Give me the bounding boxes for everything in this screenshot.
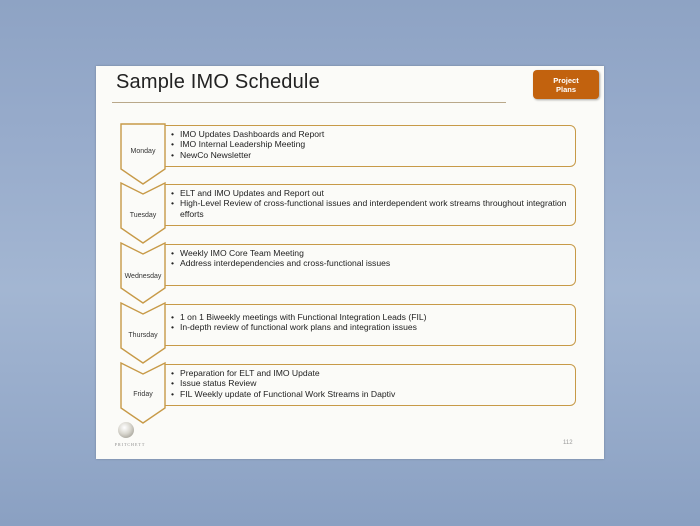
schedule-list — [96, 66, 604, 459]
day-label-wednesday: Wednesday — [124, 273, 162, 280]
schedule-item: • ELT and IMO Updates and Report out — [171, 188, 569, 198]
schedule-item: • Weekly IMO Core Team Meeting — [171, 248, 569, 258]
schedule-item: • High-Level Review of cross-functional issues and interdependent work streams throughout integration efforts — [171, 198, 569, 219]
day-label-tuesday: Tuesday — [129, 212, 157, 219]
schedule-row-monday — [160, 125, 576, 167]
schedule-item: • NewCo Newsletter — [171, 150, 569, 160]
day-label-monday: Monday — [130, 148, 156, 155]
schedule-item: • Address interdependencies and cross-functional issues — [171, 258, 569, 268]
day-label-thursday: Thursday — [128, 332, 158, 339]
project-plans-label: Project Plans — [553, 75, 579, 94]
schedule-item: • IMO Internal Leadership Meeting — [171, 139, 569, 149]
schedule-item: • IMO Updates Dashboards and Report — [171, 129, 569, 139]
schedule-item: • Preparation for ELT and IMO Update — [171, 368, 569, 378]
schedule-row-friday — [160, 364, 576, 406]
schedule-item: • Issue status Review — [171, 378, 569, 388]
logo-text: PRITCHETT — [114, 442, 146, 447]
schedule-row-thursday — [160, 304, 576, 346]
schedule-item: • In-depth review of functional work plans and integration issues — [171, 322, 569, 332]
schedule-item: • FIL Weekly update of Functional Work Streams in Daptiv — [171, 389, 569, 399]
logo-globe-icon — [118, 422, 134, 438]
day-label-friday: Friday — [133, 391, 153, 398]
slide — [96, 66, 604, 459]
company-logo — [108, 422, 148, 452]
schedule-row-tuesday — [160, 184, 576, 226]
schedule-item: • 1 on 1 Biweekly meetings with Functional Integration Leads (FIL) — [171, 312, 569, 322]
page-number: 112 — [563, 440, 573, 446]
schedule-row-wednesday — [160, 244, 576, 286]
slide-title: Sample IMO Schedule — [116, 71, 320, 93]
